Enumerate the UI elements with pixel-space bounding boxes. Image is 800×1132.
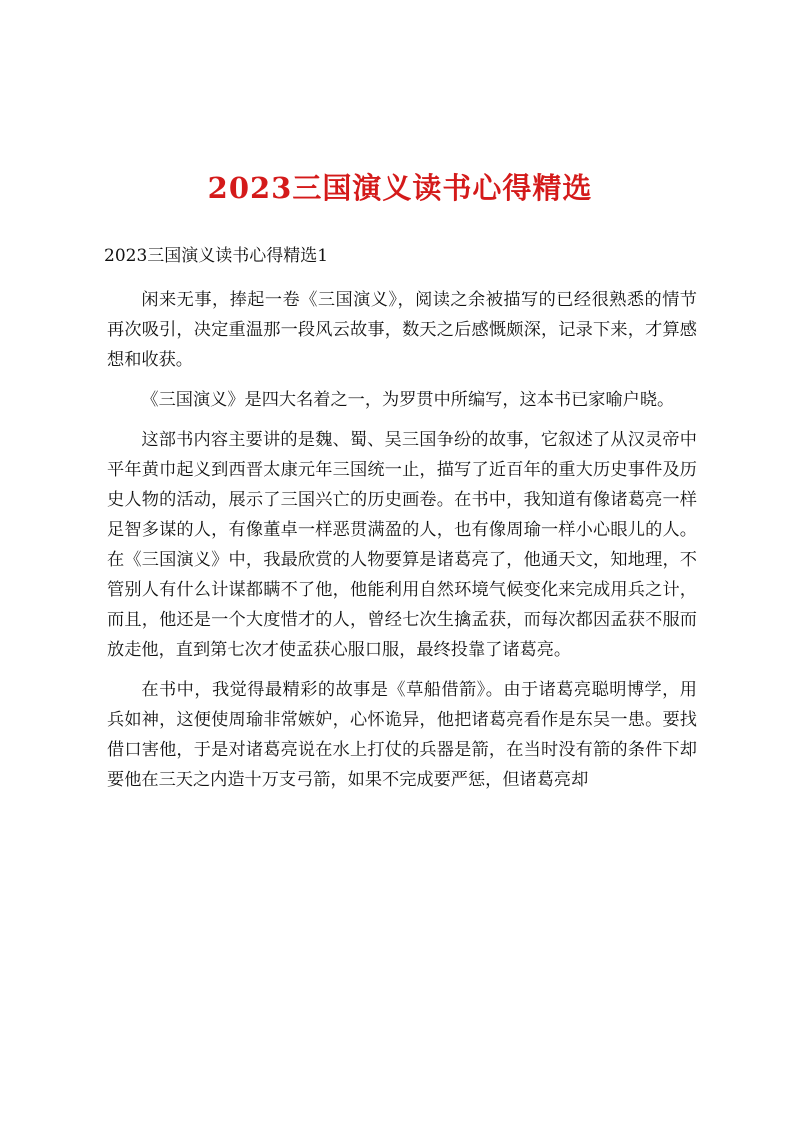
document-title: 2023三国演义读书心得精选 xyxy=(207,171,593,205)
paragraph-1: 闲来无事，捧起一卷《三国演义》，阅读之余被描写的已经很熟悉的情节再次吸引，决定重温那一段风云故事，数天之后感慨颇深，记录下来，才算感想和收获。 xyxy=(107,290,697,370)
paragraph-2: 《三国演义》是四大名着之一，为罗贯中所编写，这本书已家喻户晓。 xyxy=(141,390,675,410)
section-heading: 2023三国演义读书心得精选1 xyxy=(104,246,329,266)
document-body xyxy=(107,285,697,805)
paragraph-3: 这部书内容主要讲的是魏、蜀、吴三国争纷的故事，它叙述了从汉灵帝中平年黄巾起义到西晋太康元年三国统一止，描写了近百年的重大历史事件及历史人物的活动，展示了三国兴亡的历史画卷。在书中，我知道有像诸葛亮一样足智多谋的人，有像董卓一样恶贯满盈的人，也有像周瑜一样小心眼儿的人。在《三国演义》中，我最欣赏的人物要算是诸葛亮了，他通天文，知地理，不管别人有什么计谋都瞒不了他，他能利用自然环境气候变化来完成用兵之计，而且，他还是一个大度惜才的人，曾经七次生擒孟获，而每次都因孟获不服而放走他，直到第七次才使孟获心服口服，最终投靠了诸葛亮。 xyxy=(107,430,697,660)
paragraph-4: 在书中，我觉得最精彩的故事是《草船借箭》。由于诸葛亮聪明博学，用兵如神，这便使周瑜非常嫉妒，心怀诡异，他把诸葛亮看作是东吴一患。要找借口害他，于是对诸葛亮说在水上打仗的兵器是箭，在当时没有箭的条件下却要他在三天之内造十万支弓箭，如果不完成要严惩，但诸葛亮却 xyxy=(107,680,697,790)
